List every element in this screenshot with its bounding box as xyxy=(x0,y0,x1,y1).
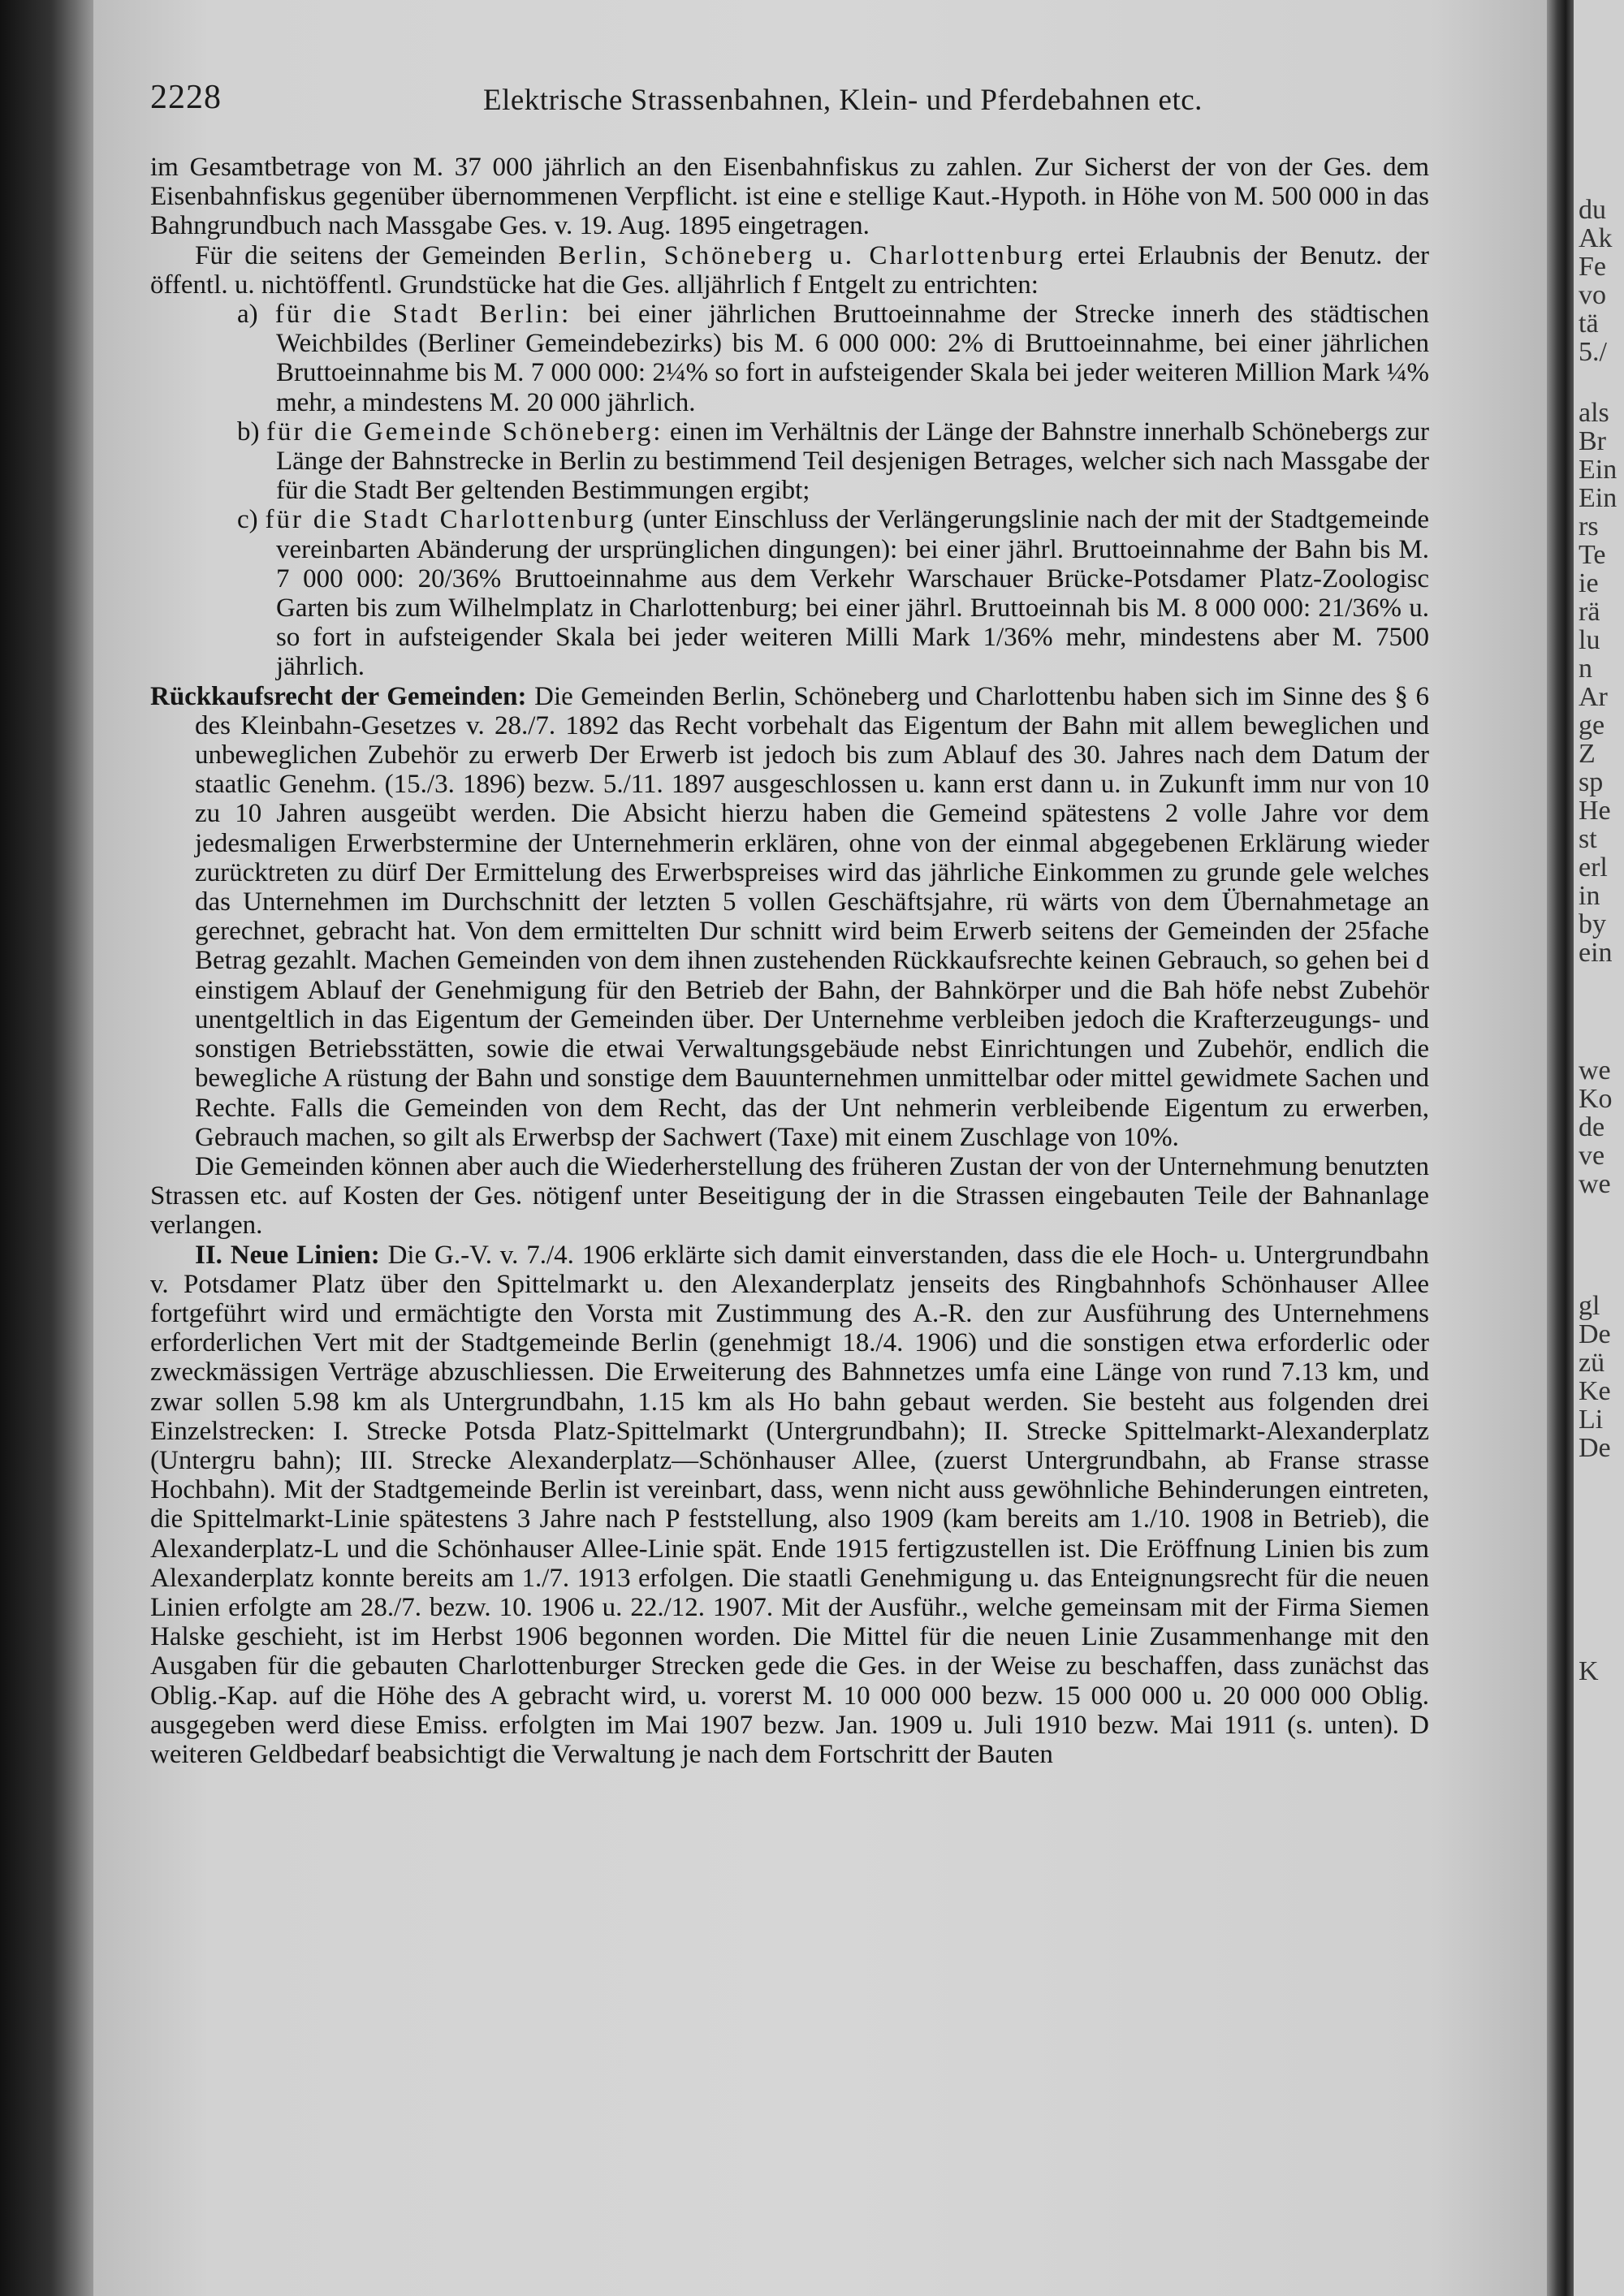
paragraph-wiederherstellung: Die Gemeinden können aber auch die Wiederherstellung des früheren Zustan der von der Unternehmung benutzten Strassen etc. auf Kosten der Ges. nötigenf unter Beseitigung der in die Strassen eingebauten Teile der Bahnanlage verlangen. xyxy=(150,1151,1429,1241)
adjacent-page-fragment: zü xyxy=(1579,1348,1605,1378)
section-neue-linien-heading: II. Neue Linien: xyxy=(195,1240,380,1270)
adjacent-page-fragment: rä xyxy=(1579,597,1600,627)
adjacent-page-fragment: vo xyxy=(1579,280,1606,310)
page-body xyxy=(150,153,1429,1769)
adjacent-page-fragment: De xyxy=(1579,1433,1611,1463)
adjacent-page-fragment: Ke xyxy=(1579,1376,1611,1406)
adjacent-page-fragment: tä xyxy=(1579,309,1599,339)
adjacent-page-fragment: rs xyxy=(1579,511,1599,542)
list-item-b xyxy=(150,417,1429,506)
list-item-a xyxy=(150,300,1429,417)
adjacent-page-fragment: we xyxy=(1579,1055,1611,1085)
adjacent-page-fragment: Z xyxy=(1579,739,1596,769)
adjacent-page-fragment: sp xyxy=(1579,767,1604,797)
adjacent-page-fragment: ie xyxy=(1579,568,1599,598)
adjacent-page-fragment: 5./ xyxy=(1579,337,1607,367)
list-item-c-text: (unter Einschluss der Verlängerungslinie nach der mit der Stadtgemeinde vereinbarten Abänderung der ursprünglichen dingungen): bei einer jährl. Bruttoeinnahme der Bahn bis M. 7 000 000: 20/36% Bruttoeinnahme aus dem Verkehr Warschauer Brücke-Potsdamer Platz-Zoologisc Garten bis zum Wilhelmplatz in Charlottenburg; bei einer jährl. Bruttoeinnah bis M. 8 000 000: 21/36% u. so fort in aufsteigender Skala bei jeder weiteren Milli Mark 1/36% mehr, mindestens aber M. 7500 jährlich. xyxy=(276,505,1430,682)
page-header xyxy=(150,78,1624,127)
adjacent-page-fragment: Ein xyxy=(1579,455,1618,485)
entgelt-intro: Für die seitens der Gemeinden xyxy=(195,240,559,270)
adjacent-page-fragment: n xyxy=(1579,654,1592,684)
adjacent-page-fragment: Li xyxy=(1579,1405,1604,1435)
adjacent-page-fragment: erl xyxy=(1579,852,1608,883)
list-item-b-label: b) xyxy=(237,416,260,447)
adjacent-page-fragment: lu xyxy=(1579,625,1600,655)
adjacent-page-fragment: du xyxy=(1579,195,1606,225)
adjacent-page-fragment: Te xyxy=(1579,540,1606,570)
adjacent-page-fragment: ein xyxy=(1579,938,1613,968)
list-item-c-head: für die Stadt Charlottenburg xyxy=(265,505,636,535)
list-item-a-label: a) xyxy=(237,300,258,330)
adjacent-page-fragment: He xyxy=(1579,796,1611,826)
entgelt-rest: ertei Erlaubnis der Benutz. der öffentl. u. nichtöffentl. Grundstücke hat die Ges. alljährlich f Entgelt zu entrichten: xyxy=(150,240,1430,300)
page-number: 2228 xyxy=(150,79,222,116)
section-rueckkaufsrecht xyxy=(150,682,1429,1152)
adjacent-page-fragment: Ein xyxy=(1579,483,1618,513)
list-item-c xyxy=(150,505,1429,681)
adjacent-page-fragment: ge xyxy=(1579,710,1605,740)
adjacent-page-fragment: by xyxy=(1579,909,1606,939)
adjacent-page-fragment: De xyxy=(1579,1319,1611,1349)
list-item-b-head: für die Gemeinde Schöneberg: xyxy=(266,416,663,447)
section-rueckkaufsrecht-heading: Rückkaufsrecht der Gemeinden: xyxy=(150,681,527,711)
entgelt-towns: Berlin, Schöneberg u. Charlottenburg xyxy=(558,240,1065,270)
adjacent-page-fragment: Fe xyxy=(1579,252,1606,282)
adjacent-page-fragment: als xyxy=(1579,398,1609,428)
list-item-a-text: bei einer jährlichen Bruttoeinnahme der Strecke innerh des städtischen Weichbildes (Berliner Gemeindebezirks) bis M. 6 000 000: 2% di Bruttoeinnahme, bei einer jährlichen Bruttoeinnahme bis M. 7 000 000: 2¼% so fort in aufsteigender Skala bei jeder weiteren Million Mark ¼% mehr, a mindestens M. 20 000 jährlich. xyxy=(276,300,1429,417)
section-rueckkaufsrecht-text: Die Gemeinden Berlin, Schöneberg und Charlottenbu haben sich im Sinne des § 6 des Kleinbahn-Gesetzes v. 28./7. 1892 das Recht vorbehalt das Eigentum der Bahn mit allem beweglichen und unbeweglichen Zubehör zu erwerb Der Erwerb ist jedoch bis zum Ablauf des 30. Jahres nach dem Datum der staatlic Genehm. (15./3. 1896) bezw. 5./11. 1897 ausgeschlossen u. kann erst dann u. in Zukunft imm nur von 10 zu 10 Jahren ausgeübt werden. Die Absicht hierzu haben die Gemeind spätestens 2 volle Jahre vor dem jedesmaligen Erwerbstermine der Unternehmerin erklären, ohne von der einmal abgegebenen Erklärung wieder zurücktreten zu dürf Der Ermittelung des Erwerbspreises wird das jährliche Einkommen zu grunde gele welches das Unternehmen im Durchschnitt der letzten 5 vollen Geschäftsjahre, rü wärts von dem Übernahmetage an gerechnet, gebracht hat. Von dem ermittelten Dur schnitt wird beim Erwerb seitens der Gemeinden der 25fache Betrag gezahlt. Machen Gemeinden von dem ihnen zustehenden Rückkaufsrechte keinen Gebrauch, so gehen bei d einstigem Ablauf der Genehmigung für den Betrieb der Bahn, der Bahnkörper und die Bah höfe nebst Zubehör unentgeltlich in das Eigentum der Gemeinden über. Der Unternehme verbleiben jedoch die Krafterzeugungs- und sonstigen Betriebsstätten, sowie die etwai Verwaltungsgebäude nebst Einrichtungen und Zubehör, endlich die bewegliche A rüstung der Bahn und sonstige dem Bauunternehmen unmittelbar oder mittel gewidmete Sachen und Rechte. Falls die Gemeinden von dem Recht, das der Unt nehmerin verbleibende Eigentum zu erwerben, Gebrauch machen, so gilt als Erwerbsp der Sachwert (Taxe) mit einem Zuschlage von 10%. xyxy=(195,681,1429,1152)
section-neue-linien-text: Die G.-V. v. 7./4. 1906 erklärte sich damit einverstanden, dass die ele Hoch- u. Untergrundbahn v. Potsdamer Platz über den Spittelmarkt u. den Alexanderplatz jenseits des Ringbahnhofs Schönhauser Allee fortgeführt wird und ermächtigte den Vorsta mit Zustimmung des A.-R. den zur Ausführung des Unternehmens erforderlichen Vert mit der Stadtgemeinde Berlin (genehmigt 18./4. 1906) und die sonstigen etwa erforderlic oder zweckmässigen Verträge abzuschliessen. Die Erweiterung des Bahnnetzes umfa eine Länge von rund 7.13 km, und zwar sollen 5.98 km als Untergrundbahn, 1.15 km als Ho bahn gebaut werden. Sie besteht aus folgenden drei Einzelstrecken: I. Strecke Potsda Platz-Spittelmarkt (Untergrundbahn); II. Strecke Spittelmarkt-Alexanderplatz (Untergru bahn); III. Strecke Alexanderplatz—Schönhauser Allee, (zuerst Untergrundbahn, ab Franse strasse Hochbahn). Mit der Stadtgemeinde Berlin ist vereinbart, dass, wenn nicht auss gewöhnliche Behinderungen eintreten, die Spittelmarkt-Linie spätestens 3 Jahre nach P feststellung, also 1909 (kam bereits am 1./10. 1908 in Betrieb), die Alexanderplatz-L und die Schönhauser Allee-Linie spät. Ende 1915 fertigzustellen ist. Die Eröffnung Linien bis zum Alexanderplatz konnte bereits am 1./7. 1913 erfolgen. Die staatli Genehmigung u. das Enteignungsrecht für die neuen Linien erfolgte am 28./7. bezw. 10. 1906 u. 22./12. 1907. Mit der Ausführ., welche gemeinsam mit der Firma Siemen Halske geschieht, ist im Herbst 1906 begonnen worden. Die Mittel für die neuen Linie Zusammenhange mit den Ausgaben für die gebauten Charlottenburger Strecken gede die Ges. in der Weise zu beschaffen, dass zunächst das Oblig.-Kap. auf die Höhe des A gebracht wird, u. vorerst M. 10 000 000 bezw. 15 000 000 u. 20 000 000 Oblig. ausgegeben werd diese Emiss. erfolgten im Mai 1907 bezw. Jan. 1909 u. Juli 1910 bezw. Mai 1911 (s. unten). D weiteren Geldbedarf beabsichtigt die Verwaltung je nach dem Fortschritt der Bauten xyxy=(150,1240,1429,1769)
adjacent-page-fragment: in xyxy=(1579,881,1600,911)
adjacent-page-fragment: gl xyxy=(1579,1291,1600,1321)
scan-left-edge xyxy=(0,0,93,2296)
list-item-c-label: c) xyxy=(237,505,258,535)
running-title: Elektrische Strassenbahnen, Klein- und Pferdebahnen etc. xyxy=(483,84,1203,117)
list-item-b-text: einen im Verhältnis der Länge der Bahnstre innerhalb Schönebergs zur Länge der Bahnstrecke in Berlin zu bestimmend Teil desjenigen Betrages, welcher sich nach Massgabe der für die Stadt Ber geltenden Bestimmungen ergibt; xyxy=(276,416,1430,506)
list-item-a-head: für die Stadt Berlin: xyxy=(274,300,572,330)
adjacent-page-fragment: st xyxy=(1579,824,1597,854)
adjacent-page-fragment: ve xyxy=(1579,1141,1605,1171)
adjacent-page-fragment: Ko xyxy=(1579,1084,1613,1114)
paragraph-entgelt xyxy=(150,241,1429,300)
paragraph-kaution: im Gesamtbetrage von M. 37 000 jährlich an den Eisenbahnfiskus zu zahlen. Zur Sicherst der von der Ges. dem Eisenbahnfiskus gegenüber übernommenen Verpflicht. ist eine e stellige Kaut.-Hypoth. in Höhe von M. 500 000 in das Bahngrundbuch nach Massgabe Ges. v. 19. Aug. 1895 eingetragen. xyxy=(150,153,1429,241)
book-gutter xyxy=(1547,0,1574,2296)
adjacent-page-fragment: K xyxy=(1579,1656,1599,1686)
section-neue-linien xyxy=(150,1241,1429,1770)
adjacent-page-fragment: Ak xyxy=(1579,223,1613,253)
adjacent-page-fragment: we xyxy=(1579,1169,1611,1199)
adjacent-page-strip xyxy=(1574,0,1624,2296)
adjacent-page-fragment: Br xyxy=(1579,426,1606,456)
adjacent-page-fragment: de xyxy=(1579,1112,1605,1142)
adjacent-page-fragment: Ar xyxy=(1579,682,1608,712)
